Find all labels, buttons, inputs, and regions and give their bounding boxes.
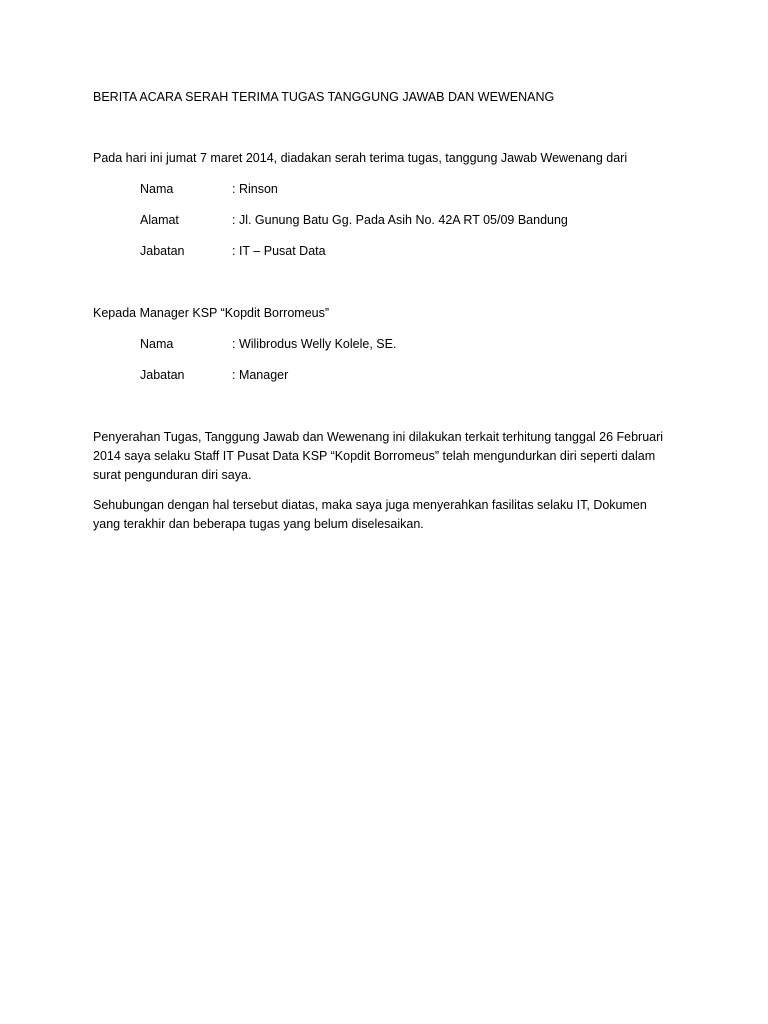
from-position-value: : IT – Pusat Data (232, 244, 326, 258)
to-position-row (140, 366, 288, 384)
to-name-label: Nama (140, 337, 174, 351)
from-address-row (140, 211, 568, 229)
from-address-label: Alamat (140, 213, 179, 227)
facilities-paragraph: Sehubungan dengan hal tersebut diatas, maka saya juga menyerahkan fasilitas selaku IT, Dokumen yang terakhir dan beberapa tugas yang belum diselesaikan. (93, 498, 647, 531)
intro-text: Pada hari ini jumat 7 maret 2014, diadakan serah terima tugas, tanggung Jawab Wewenang dari (93, 151, 628, 165)
from-position-row (140, 242, 326, 260)
from-address-value: : Jl. Gunung Batu Gg. Pada Asih No. 42A RT 05/09 Bandung (232, 213, 568, 227)
to-position-label: Jabatan (140, 368, 185, 382)
handover-paragraph: Penyerahan Tugas, Tanggung Jawab dan Wewenang ini dilakukan terkait terhitung tanggal 26 Februari 2014 saya selaku Staff IT Pusat Data KSP “Kopdit Borromeus” telah mengundurkan diri seperti dalam surat pengunduran diri saya. (93, 430, 664, 482)
document-title: BERITA ACARA SERAH TERIMA TUGAS TANGGUNG JAWAB DAN WEWENANG (93, 90, 555, 104)
from-name-label: Nama (140, 182, 174, 196)
to-name-value: : Wilibrodus Welly Kolele, SE. (232, 337, 397, 351)
to-position-value: : Manager (232, 368, 289, 382)
recipient-heading: Kepada Manager KSP “Kopdit Borromeus” (93, 306, 330, 320)
to-name-row (140, 335, 396, 353)
from-name-value: : Rinson (232, 182, 278, 196)
from-position-label: Jabatan (140, 244, 185, 258)
from-name-row (140, 180, 278, 198)
